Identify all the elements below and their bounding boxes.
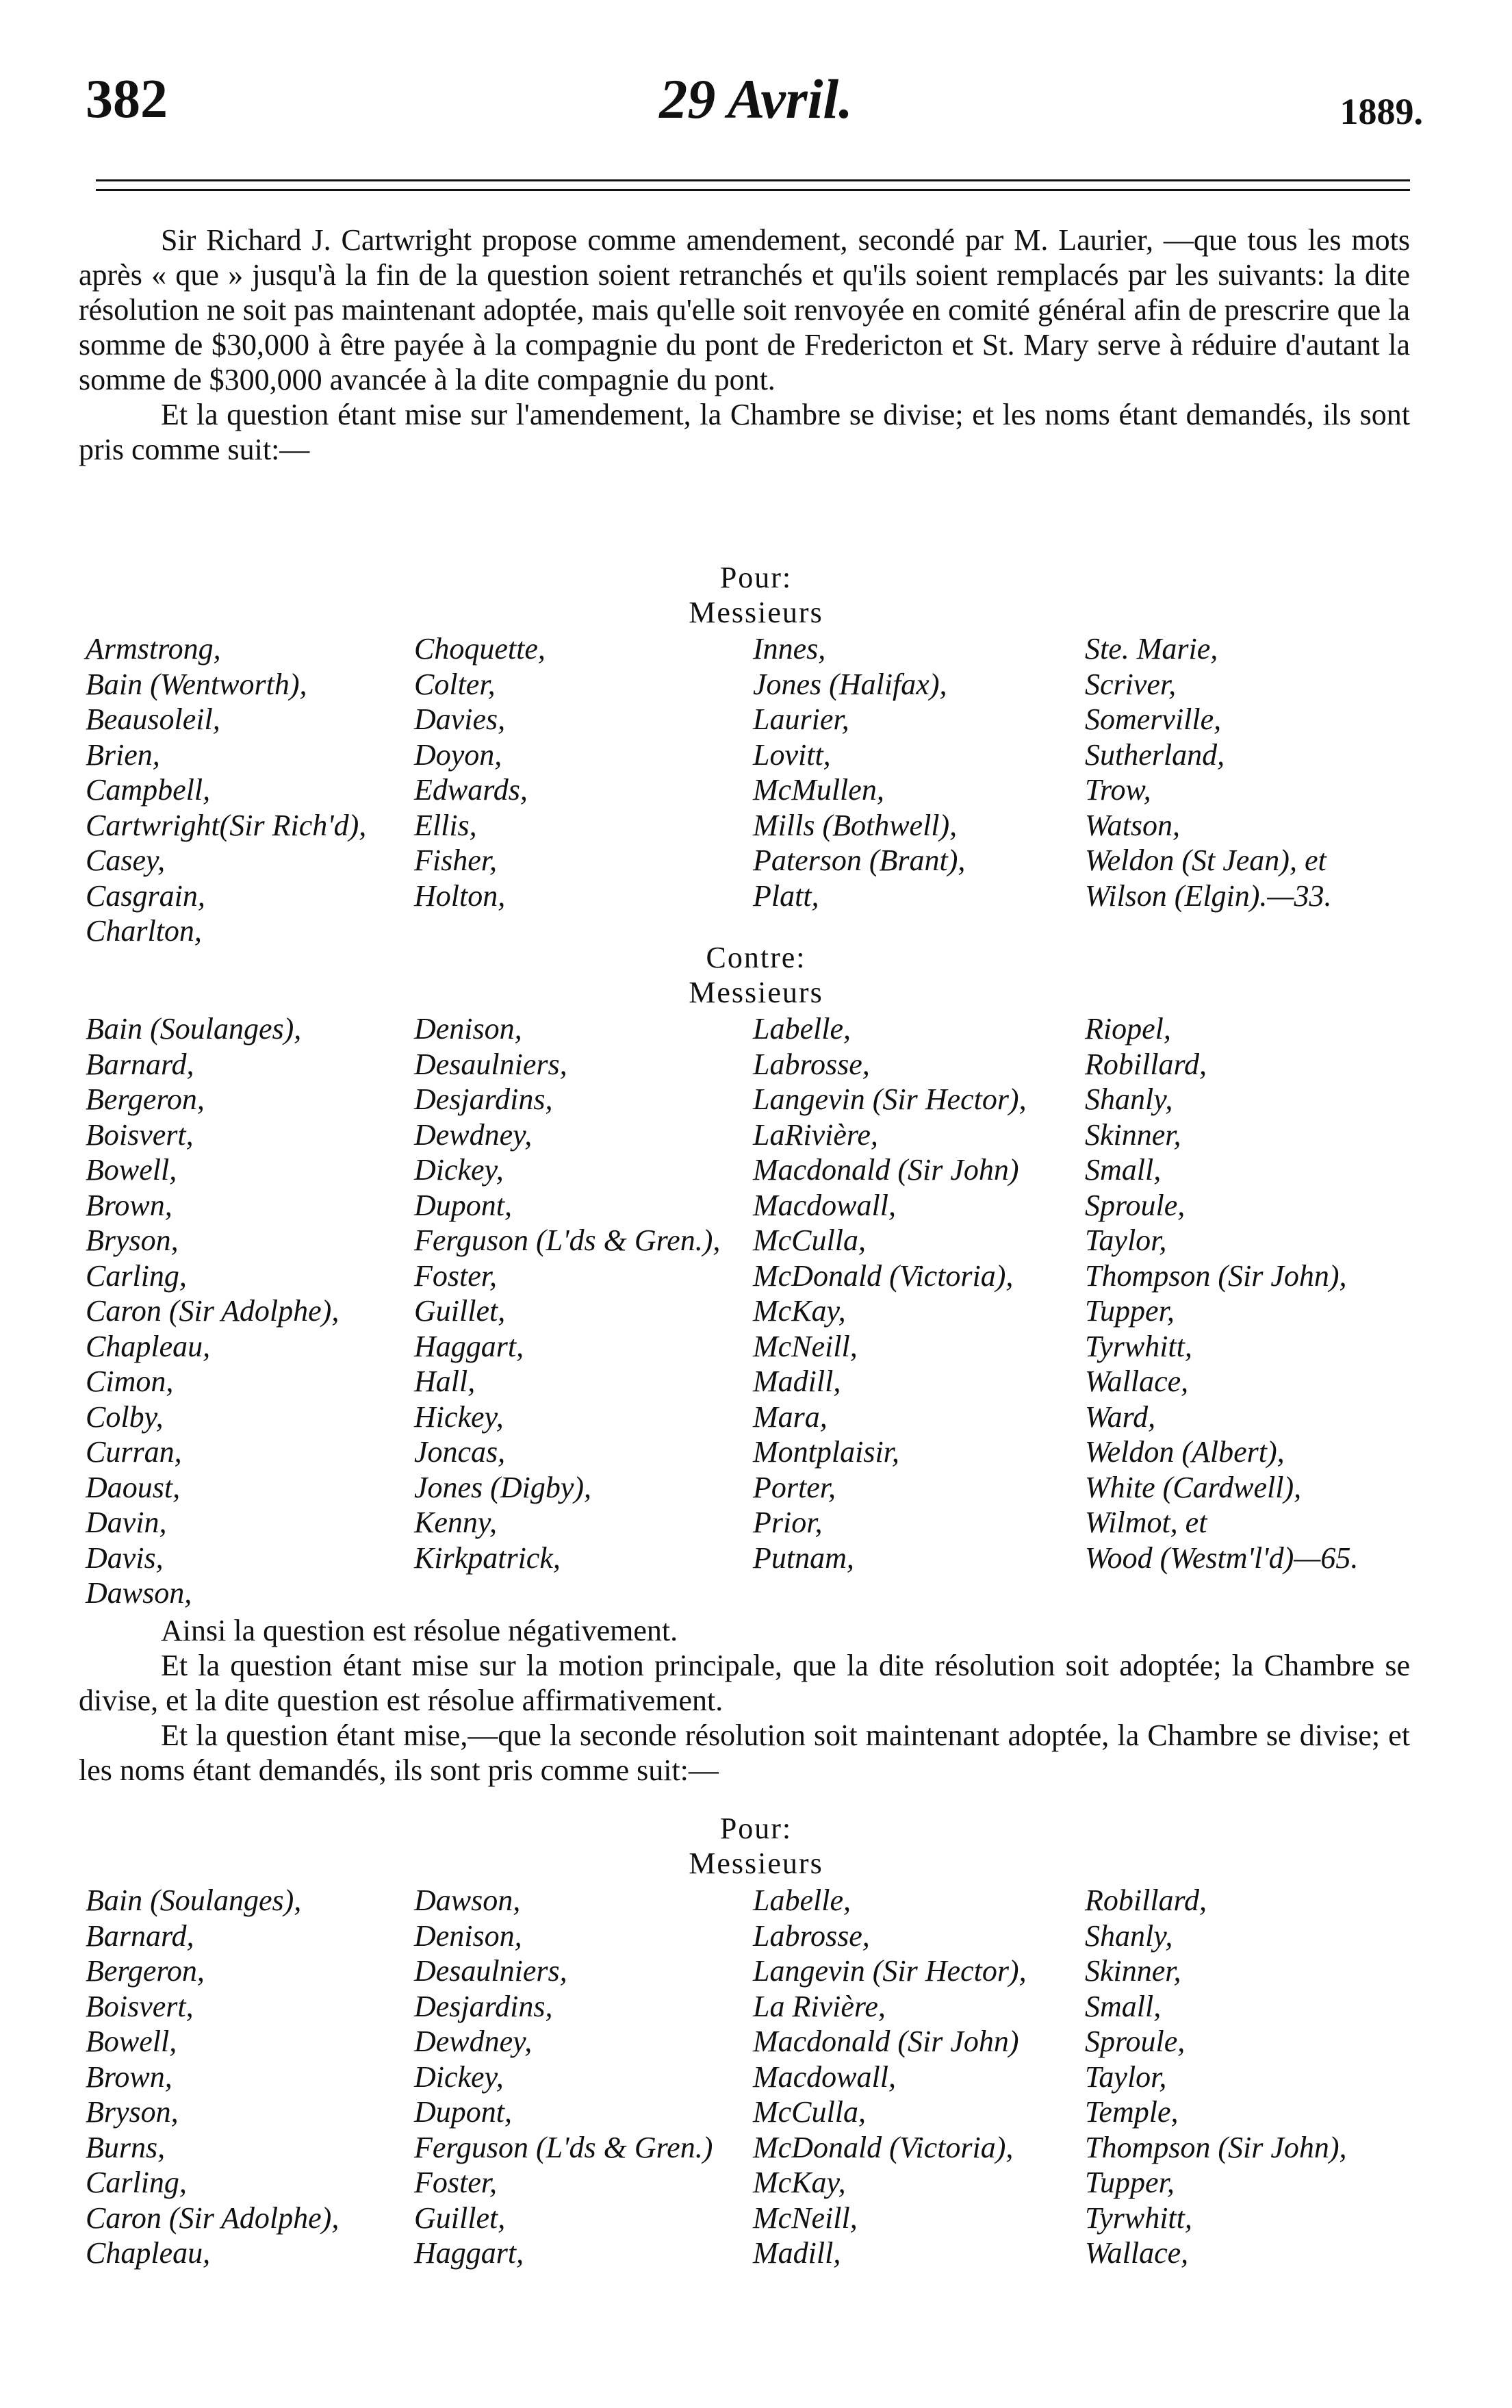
member-name: Bergeron, [86,1954,205,1988]
page-number: 382 [86,69,168,129]
member-name: Choquette, [414,632,546,666]
member-name: Bryson, [86,2095,179,2129]
member-name: Desjardins, [414,1082,553,1116]
member-name: Foster, [414,2166,497,2199]
name-column [414,1883,713,2271]
member-name: Thompson (Sir John), [1085,2130,1347,2164]
member-name: Holton, [414,878,506,913]
member-name: Small, [1085,1153,1162,1187]
member-name: Lovitt, [753,737,831,772]
section-subtitle: Messieurs [689,596,823,629]
member-name: La Rivière, [753,1989,886,2023]
member-name: Sproule, [1085,1188,1186,1222]
name-column [414,631,546,913]
page-year: 1889. [1340,91,1423,132]
member-name: Desjardins, [414,1989,553,2023]
member-name: Labrosse, [753,1047,870,1081]
member-name: Fisher, [414,844,497,877]
member-name: Caron (Sir Adolphe), [86,1294,339,1328]
member-name: Desaulniers, [414,1954,567,1988]
division-paragraph: Et la question étant mise sur l'amendement, la Chambre se divise; et les noms étant demandés, ils sont pris comme suit:— [79,398,1410,466]
member-name: Robillard, [1085,1884,1207,1917]
member-name: Beausoleil, [86,702,220,736]
member-name: Dickey, [414,2060,504,2094]
member-name: Macdowall, [753,1188,896,1222]
member-name: Bain (Wentworth), [86,667,307,701]
member-name: Boisvert, [86,1989,194,2023]
member-name: Desaulniers, [414,1047,567,1081]
member-name: Colby, [86,1399,164,1434]
member-name: McCulla, [753,1224,866,1257]
member-name: Carling, [86,1258,187,1293]
member-name: Langevin (Sir Hector), [753,1954,1027,1988]
member-name: Campbell, [86,773,211,807]
member-name: Davis, [86,1541,164,1575]
member-name: Dewdney, [414,2025,533,2058]
member-name: McKay, [753,1294,846,1328]
name-column [86,1883,339,2271]
member-name: Sproule, [1085,2025,1186,2058]
member-name: Bain (Soulanges), [86,1012,302,1045]
member-name: Haggart, [414,1329,524,1363]
member-name: Brown, [86,1188,172,1222]
member-name: Dawson, [86,1576,192,1610]
member-name: Barnard, [86,1047,194,1081]
name-column [1085,1883,1347,2271]
name-column [1085,1011,1358,1575]
member-name: Bowell, [86,2025,177,2058]
member-name: Charlton, [86,914,202,948]
member-name: Macdonald (Sir John) [753,2025,1019,2058]
member-name: Bergeron, [86,1082,205,1116]
member-name: Guillet, [414,2201,506,2235]
member-name: Small, [1085,1989,1162,2023]
member-name: McNeill, [753,1329,858,1363]
member-name: Doyon, [414,737,502,772]
vote1-contre-heading [0,940,1512,1010]
member-name: Ward, [1085,1399,1156,1434]
member-name: Edwards, [414,773,528,807]
member-name: McNeill, [753,2201,858,2235]
name-column [86,631,366,949]
member-name: Trow, [1085,773,1151,807]
member-name: Mara, [753,1399,828,1434]
member-name: Tupper, [1085,2166,1175,2199]
member-name: McCulla, [753,2095,866,2129]
member-name: Ellis, [414,808,477,842]
member-name: Tyrwhitt, [1085,1329,1192,1363]
section-subtitle: Messieurs [689,976,823,1009]
member-name: Joncas, [414,1435,506,1469]
member-name: Kirkpatrick, [414,1541,561,1575]
member-name: Ste. Marie, [1085,632,1218,666]
member-name: Casgrain, [86,878,205,913]
member-name: Casey, [86,844,166,877]
member-name: Robillard, [1085,1047,1207,1081]
member-name: Taylor, [1085,1224,1167,1257]
member-name: Shanly, [1085,1082,1173,1116]
member-name: Paterson (Brant), [753,844,966,877]
member-name: Taylor, [1085,2060,1167,2094]
name-column [753,1883,1027,2271]
member-name: Thompson (Sir John), [1085,1258,1347,1293]
member-name: Wallace, [1085,2236,1189,2270]
member-name: Bowell, [86,1153,177,1187]
member-name: Cimon, [86,1365,174,1398]
member-name: Caron (Sir Adolphe), [86,2201,339,2235]
member-name: Platt, [753,878,819,913]
member-name: Laurier, [753,702,849,736]
member-name: Jones (Halifax), [753,667,947,701]
member-name: Dewdney, [414,1117,533,1152]
member-name: Hickey, [414,1399,504,1434]
member-name: Madill, [753,2236,841,2270]
name-column [753,1011,1027,1575]
amendment-text [79,223,1410,467]
member-name: McKay, [753,2166,846,2199]
member-name: Davies, [414,702,506,736]
member-name: LaRivière, [753,1117,878,1152]
member-name: Curran, [86,1435,182,1469]
member-name: Wallace, [1085,1365,1189,1398]
member-name: Labelle, [753,1884,851,1917]
member-name: Wilmot, et [1085,1506,1207,1539]
member-name: Innes, [753,632,826,666]
member-name: Mills (Bothwell), [753,808,958,842]
section-title: Pour: [719,561,793,594]
member-name: Scriver, [1085,667,1177,701]
member-name: Sutherland, [1085,737,1225,772]
member-name: Chapleau, [86,1329,211,1363]
member-name: Dawson, [414,1884,521,1917]
member-name: Boisvert, [86,1117,194,1152]
member-name: Weldon (Albert), [1085,1435,1285,1469]
member-name: McMullen, [753,773,884,807]
member-name: Brien, [86,737,160,772]
section-subtitle: Messieurs [689,1847,823,1880]
member-name: Guillet, [414,1294,506,1328]
member-name: Colter, [414,667,496,701]
member-name: Brown, [86,2060,172,2094]
member-name: Tyrwhitt, [1085,2201,1192,2235]
resolution-paragraph: Et la question étant mise,—que la seconde résolution soit maintenant adoptée, la Chambre se divise; et les noms étant demandés, ils sont pris comme suit:— [79,1719,1410,1787]
vote1-pour-heading [0,560,1512,630]
member-name: Hall, [414,1365,476,1398]
member-name: Foster, [414,1258,497,1293]
member-name: Labelle, [753,1012,851,1045]
vote2-pour-heading [0,1811,1512,1881]
member-name: Burns, [86,2130,166,2164]
name-column [414,1011,720,1575]
member-name: Dupont, [414,1188,512,1222]
member-name: Tupper, [1085,1294,1175,1328]
name-column [1085,631,1332,913]
member-name: Shanly, [1085,1918,1173,1953]
page-date: 29 Avril. [659,68,853,130]
member-name: Chapleau, [86,2236,211,2270]
member-name: Kenny, [414,1506,497,1539]
member-name: Dupont, [414,2095,512,2129]
member-name: Temple, [1085,2095,1179,2129]
name-column [86,1011,339,1611]
section-title: Contre: [706,941,806,974]
member-name: McDonald (Victoria), [753,2130,1014,2164]
member-name: Haggart, [414,2236,524,2270]
member-name: Wilson (Elgin).—33. [1085,878,1332,913]
header-rule-top [96,179,1410,181]
member-name: Barnard, [86,1918,194,1953]
amendment-paragraph: Sir Richard J. Cartwright propose comme amendement, secondé par M. Laurier, —que tous les mots après « que » jusqu'à la fin de la question soient retranchés et qu'ils soient remplacés par les suivants: la dite résolution ne soit pas maintenant adoptée, mais qu'elle soit renvoyée en comité général afin de prescrire que la somme de $30,000 à être payée à la compagnie du pont de Fredericton et St. Mary serve à réduire d'autant la somme de $300,000 avancée à la dite compagnie du pont. [79,223,1410,396]
member-name: Denison, [414,1012,522,1045]
member-name: Porter, [753,1470,836,1504]
member-name: White (Cardwell), [1085,1470,1302,1504]
member-name: Macdonald (Sir John) [753,1153,1019,1187]
member-name: Skinner, [1085,1117,1181,1152]
member-name: Riopel, [1085,1012,1171,1045]
member-name: McDonald (Victoria), [753,1258,1014,1293]
member-name: Labrosse, [753,1918,870,1953]
member-name: Davin, [86,1506,167,1539]
member-name: Armstrong, [86,632,221,666]
member-name: Montplaisir, [753,1435,899,1469]
member-name: Carling, [86,2166,187,2199]
member-name: Putnam, [753,1541,854,1575]
member-name: Macdowall, [753,2060,896,2094]
header-rule-bottom [96,189,1410,191]
member-name: Skinner, [1085,1954,1181,1988]
member-name: Denison, [414,1918,522,1953]
member-name: Bryson, [86,1224,179,1257]
resolution-paragraph: Ainsi la question est résolue négativement. [161,1614,678,1647]
resolution-text [79,1613,1410,1788]
member-name: Dickey, [414,1153,504,1187]
section-title: Pour: [719,1812,793,1845]
member-name: Somerville, [1085,702,1222,736]
member-name: Langevin (Sir Hector), [753,1082,1027,1116]
member-name: Cartwright(Sir Rich'd), [86,808,367,842]
member-name: Ferguson (L'ds & Gren.) [414,2130,713,2164]
member-name: Ferguson (L'ds & Gren.), [414,1224,721,1257]
name-column [753,631,965,913]
member-name: Prior, [753,1506,823,1539]
member-name: Bain (Soulanges), [86,1884,302,1917]
member-name: Daoust, [86,1470,181,1504]
member-name: Wood (Westm'l'd)—65. [1085,1541,1359,1575]
member-name: Weldon (St Jean), et [1085,844,1327,877]
member-name: Jones (Digby), [414,1470,592,1504]
member-name: Madill, [753,1365,841,1398]
member-name: Watson, [1085,808,1180,842]
resolution-paragraph: Et la question étant mise sur la motion principale, que la dite résolution soit adoptée; la Chambre se divise, et la dite question est résolue affirmativement. [79,1649,1410,1717]
